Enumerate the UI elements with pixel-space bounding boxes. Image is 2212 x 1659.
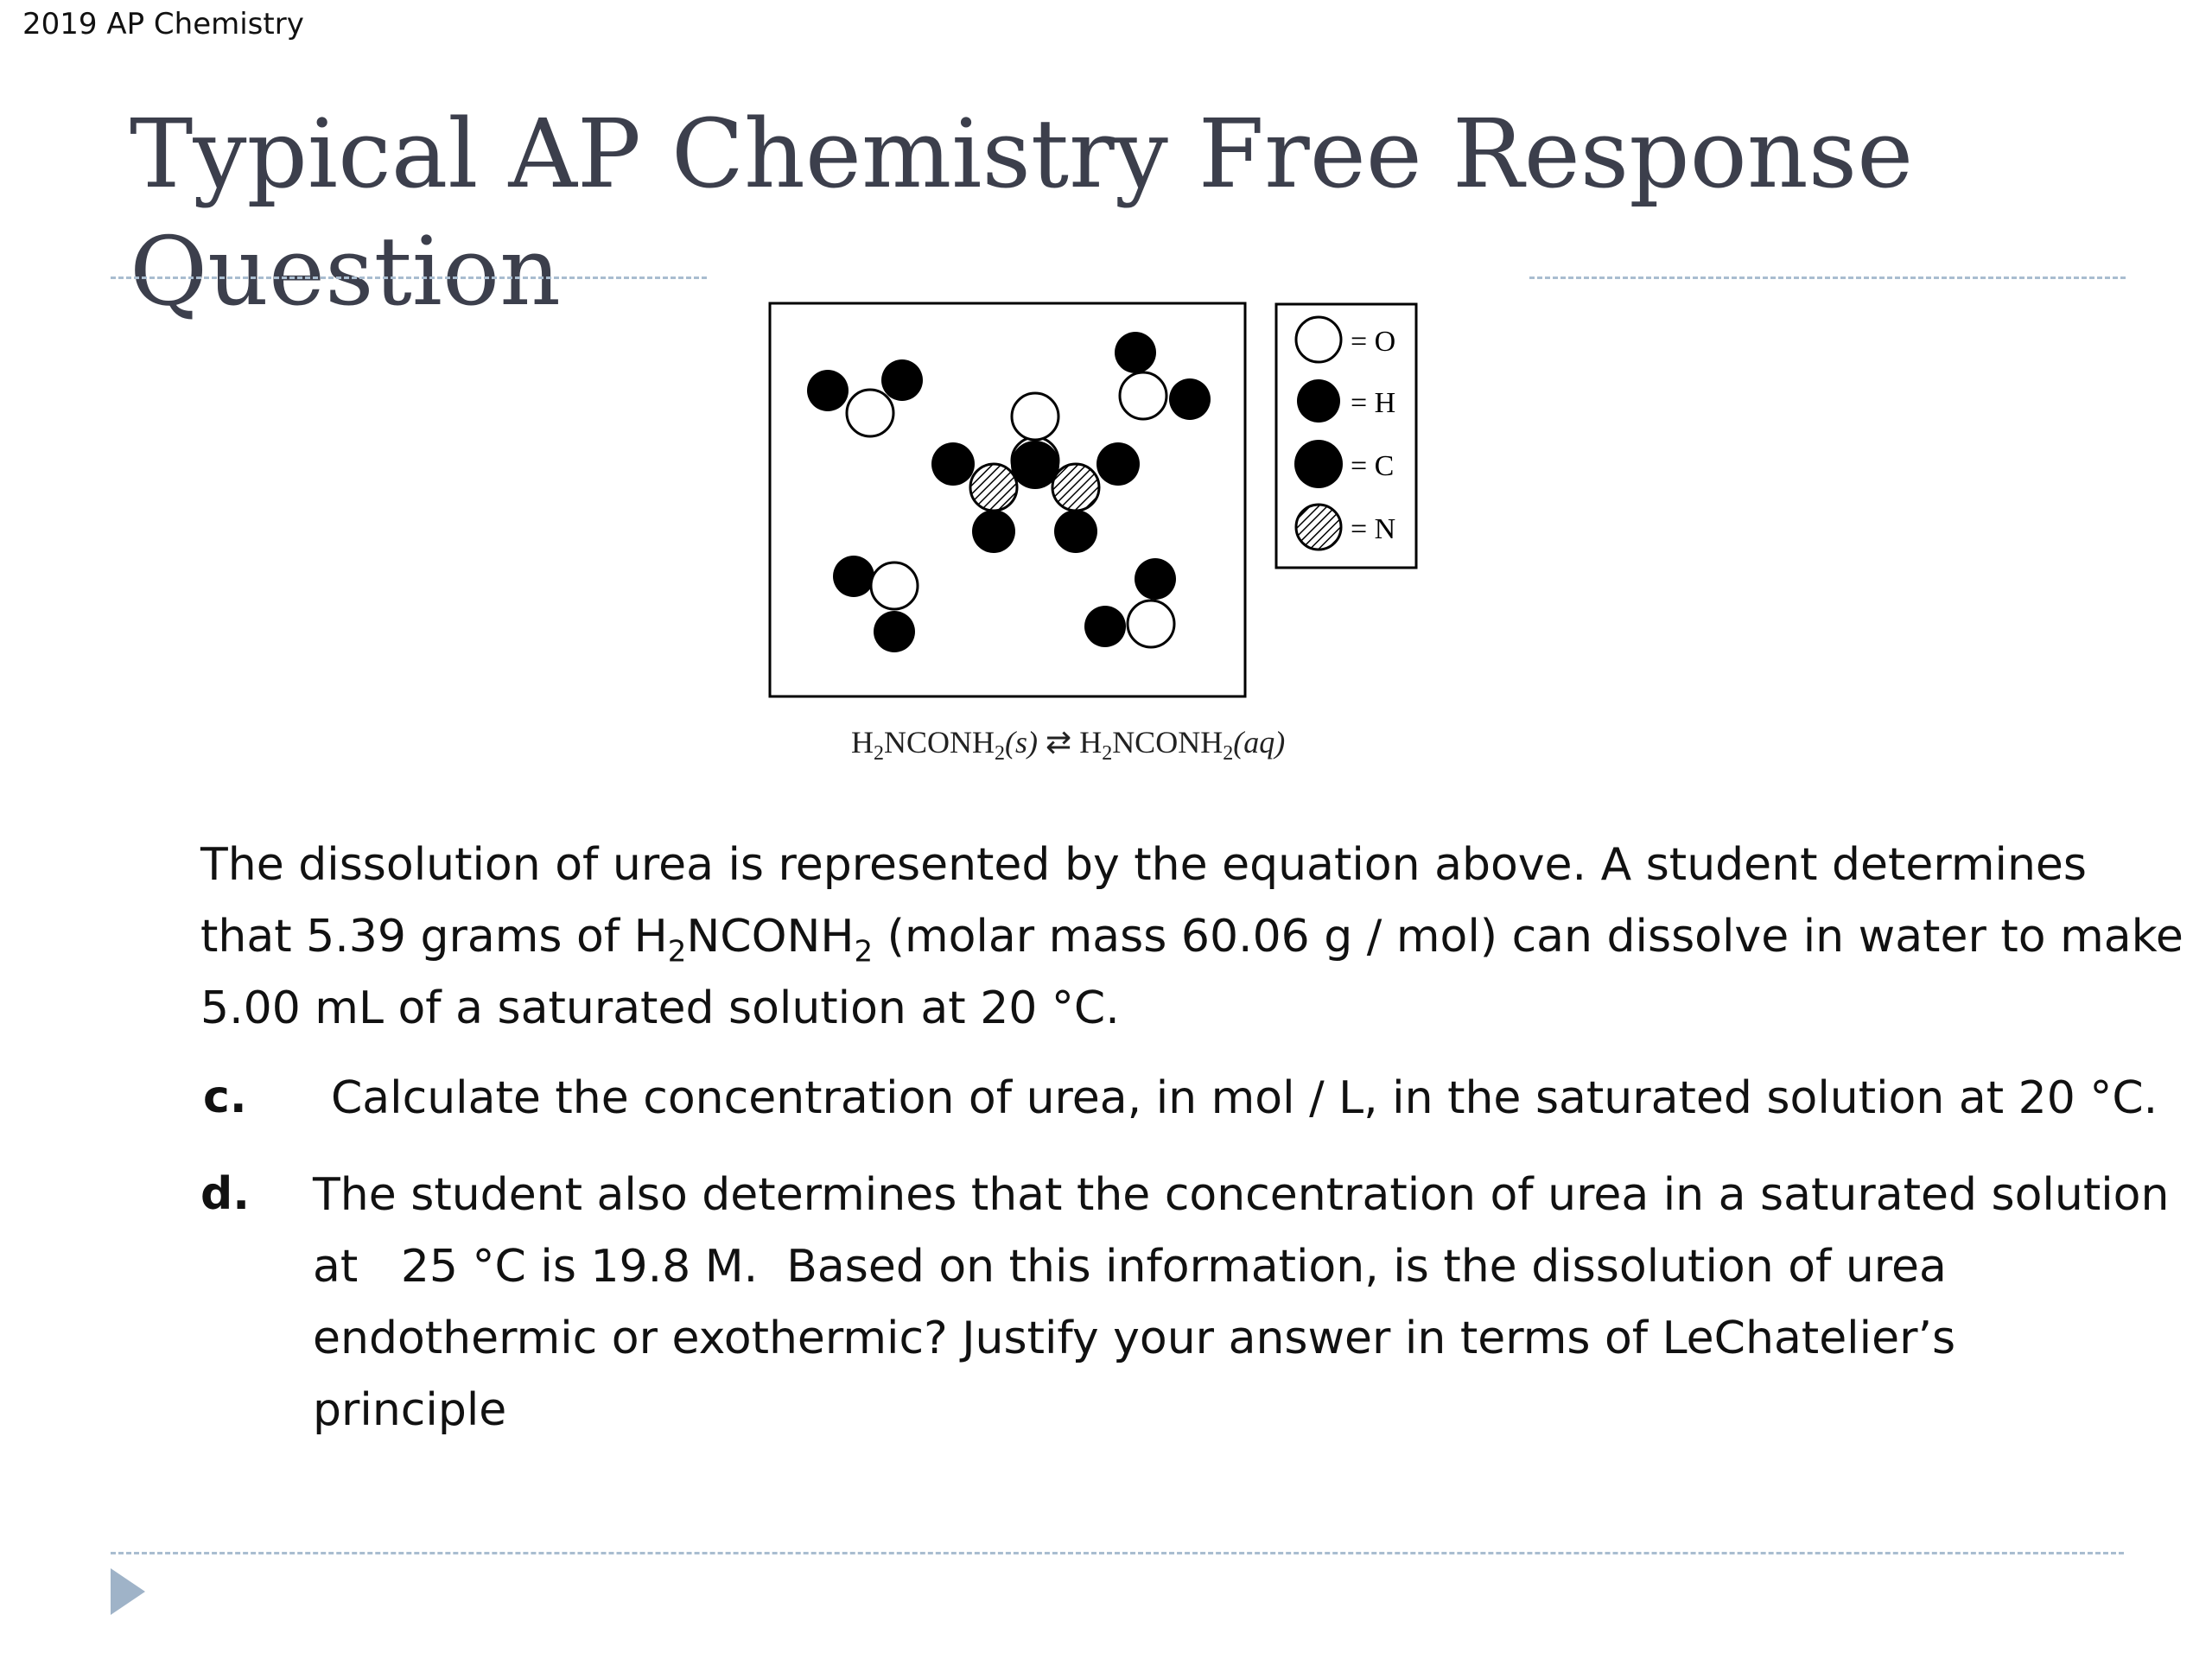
legend-label-o: = O	[1351, 326, 1396, 358]
legend-label-c: = C	[1351, 450, 1395, 482]
item-d-label: d.	[200, 1168, 250, 1220]
item-d-line-4: principle	[313, 1384, 507, 1436]
intro-paragraph	[200, 830, 2188, 1045]
item-c-text	[331, 1063, 2189, 1135]
title-divider-right	[1529, 276, 2126, 279]
item-d-line-3: endothermic or exothermic? Justify your answer in terms of LeChatelier’s	[313, 1313, 1956, 1364]
intro-line-3: 5.00 mL of a saturated solution at 20 °C.	[200, 982, 1120, 1034]
hatched-circle-icon	[1296, 505, 1341, 550]
equation-product-state: (aq)	[1233, 725, 1286, 760]
equilibrium-arrow-icon: ⇄	[1046, 725, 1072, 760]
black-circle-icon	[1297, 379, 1340, 423]
large-black-circle-icon	[1294, 440, 1343, 488]
intro-line-1: The dissolution of urea is represented by the equation above. A student determines	[200, 839, 2088, 891]
legend-label-n: = N	[1351, 513, 1396, 545]
legend-label-h: = H	[1351, 387, 1396, 419]
page-title: Typical AP Chemistry Free Response Question	[130, 99, 1914, 327]
equation-product: $H_2NCONH_2$	[1079, 725, 1234, 766]
equation-reactant: $H_2NCONH_2$	[851, 725, 1006, 766]
footer-divider	[111, 1552, 2124, 1554]
item-c-line-1: Calculate the concentration of urea, in mol / L, in the saturated solution at 20 °C.	[331, 1072, 2158, 1124]
item-c-label: c.	[203, 1071, 247, 1123]
urea-dissolution-diagram	[760, 294, 1452, 709]
header-label: 2019 AP Chemistry	[22, 7, 304, 41]
title-divider-left	[111, 276, 707, 279]
item-d-text	[313, 1160, 2196, 1446]
intro-line-2: that 5.39 grams of $H_2NCONH_2$ (molar mass 60.06 g / mol) can dissolve in water to make	[200, 911, 2183, 969]
equation-reactant-state: (s)	[1005, 725, 1039, 760]
dissolution-equation	[851, 724, 1285, 766]
item-d-line-2: at 25 °C is 19.8 M. Based on this information, is the dissolution of urea	[313, 1241, 1947, 1293]
item-d-line-1: The student also determines that the concentration of urea in a saturated solution	[313, 1169, 2170, 1221]
next-slide-arrow-icon[interactable]	[111, 1568, 147, 1615]
white-circle-icon	[1296, 317, 1341, 362]
